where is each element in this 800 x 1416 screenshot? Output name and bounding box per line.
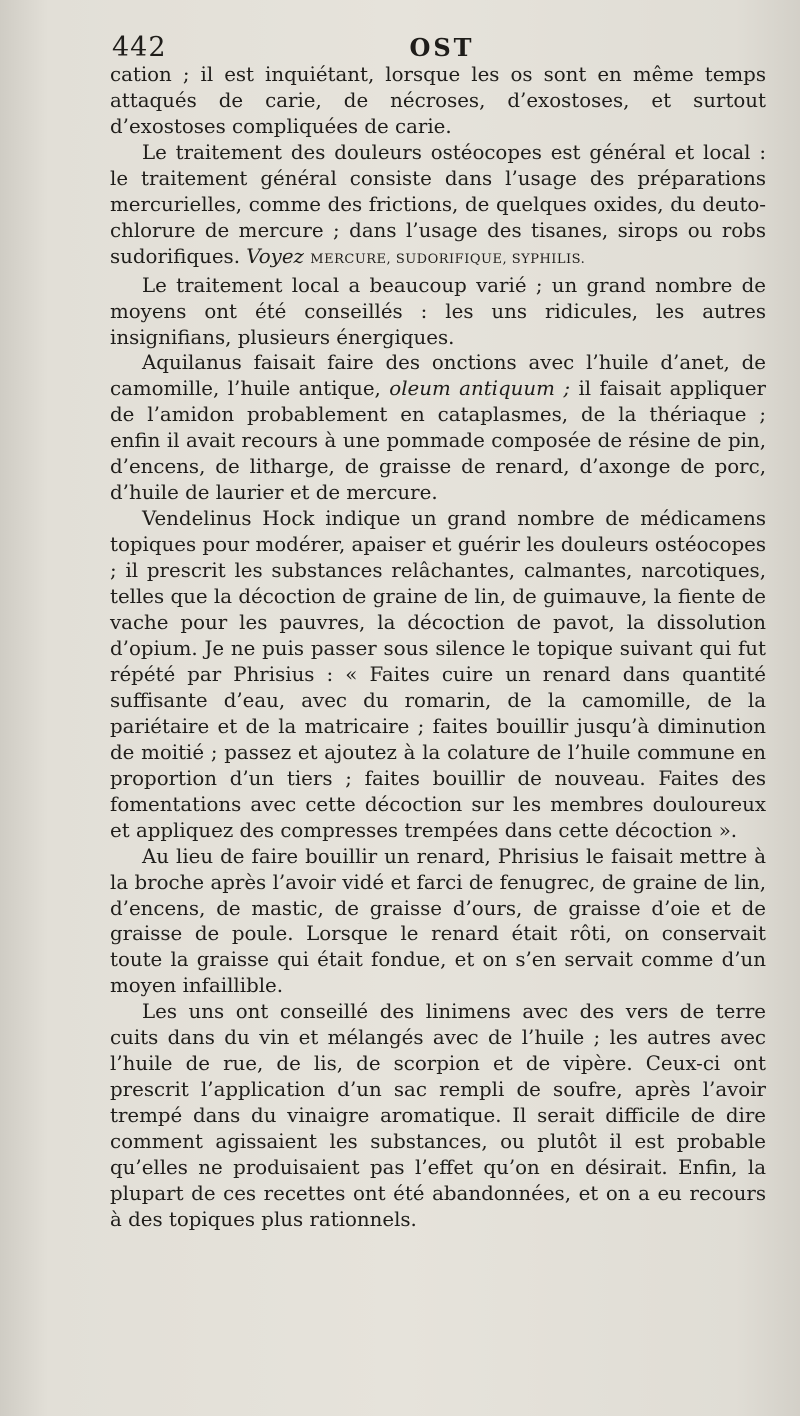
paragraph-3 (110, 273, 766, 351)
paragraph-2 (110, 140, 766, 273)
paragraph-1 (110, 62, 766, 140)
voyez-label: Voyez (246, 244, 304, 268)
paragraph-6-text: Au lieu de faire bouillir un renard, Phrisius le faisait mettre à la broche après l’avoir vidé et farci de fenugrec, de graine de lin, d’encens, de mastic, de graisse d’ours, de graisse d’oie et de graisse de poule. Lorsque le renard était rôti, on conservait toute la graisse qui était fondue, et on s’en servait comme d’un moyen infaillible. (110, 844, 766, 998)
paragraph-6 (110, 844, 766, 1000)
paragraph-3-text: Le traitement local a beaucoup varié ; un grand nombre de moyens ont été conseillés : les uns ridicules, les autres insignifians, plusieurs énergiques. (110, 273, 766, 349)
page-header (112, 30, 772, 66)
paragraph-2-text: Le traitement des douleurs ostéocopes est général et local : le traitement général consiste dans l’usage des préparations mercurielles, comme des frictions, de quelques oxides, du deuto-chlorure de mercure ; dans l’usage des tisanes, sirops ou robs sudorifiques. (110, 140, 766, 268)
paragraph-7 (110, 999, 766, 1233)
running-head: OST (409, 33, 475, 62)
page-number: 442 (112, 32, 167, 63)
cross-references: MERCURE, SUDORIFIQUE, SYPHILIS. (310, 251, 586, 267)
latin-term: oleum antiquum ; (389, 377, 570, 401)
paragraph-5 (110, 506, 766, 843)
paragraph-1-text: cation ; il est inquiétant, lorsque les os sont en même temps attaqués de carie, de nécroses, d’exostoses, et surtout d’exostoses compliquées de carie. (110, 63, 766, 138)
body-text (110, 62, 766, 1233)
paragraph-5-text: Vendelinus Hock indique un grand nombre de médicamens topiques pour modérer, apaiser et guérir les douleurs ostéocopes ; il prescrit les substances relâchantes, calmantes, narcotiques, telles que la décoction de graine de lin, de guimauve, la fiente de vache pour les pauvres, la décoction de pavot, la dissolution d’opium. Je ne puis passer sous silence le topique suivant qui fut répété par Phrisius : « Faites cuire un renard dans quantité suffisante d’eau, avec du romarin, de la camomille, de la pariétaire et de la matricaire ; faites bouillir jusqu’à diminution de moitié ; passez et ajoutez à la colature de l’huile commune en proportion d’un tiers ; faites bouillir de nouveau. Faites des fomentations avec cette décoction sur les membres douloureux et appliquez des compresses trempées dans cette décoction ». (110, 507, 766, 842)
paragraph-7-text: Les uns ont conseillé des linimens avec des vers de terre cuits dans du vin et mélangés avec de l’huile ; les autres avec l’huile de rue, de lis, de scorpion et de vipère. Ceux-ci ont prescrit l’application d’un sac rempli de soufre, après l’avoir trempé dans du vinaigre aromatique. Il serait difficile de dire comment agissaient les substances, ou plutôt il est probable qu’elles ne produisaient pas l’effet qu’on en désirait. Enfin, la plupart de ces recettes ont été abandonnées, et on a eu recours à des topiques plus rationnels. (110, 1000, 766, 1231)
paragraph-4 (110, 350, 766, 506)
paragraph-4-text-a: Aquilanus faisait faire des onctions avec l’huile d’anet, de camomille, l’huile antique, (110, 351, 766, 401)
paragraph-4-text-b: il faisait appliquer de l’amidon probablement en cataplasmes, de la thériaque ; enfin il avait recours à une pommade composée de résine de pin, d’encens, de litharge, de graisse de renard, d’axonge de porc, d’huile de laurier et de mercure. (110, 377, 766, 505)
